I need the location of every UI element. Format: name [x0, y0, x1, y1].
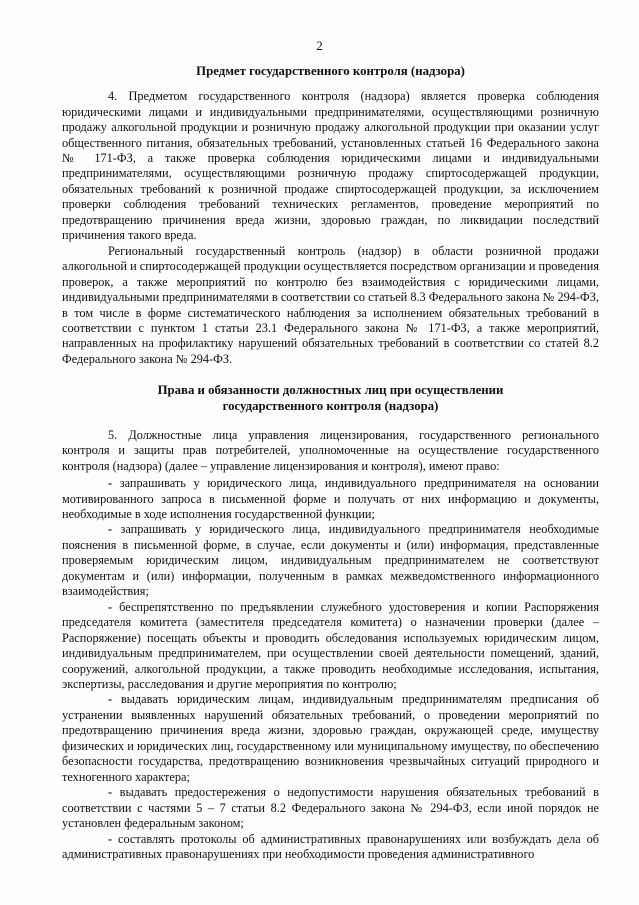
list-item-text: выдавать предостережения о недопустимости нарушения обязательных требований в соответствии с частями 5 – 7 статьи 8.2 Федерального закона № 294-ФЗ, если иной порядок не установлен федеральным законом;	[62, 785, 599, 831]
list-item-text: выдавать юридическим лицам, индивидуальным предпринимателям предписания об устранении выявленных нарушений обязательных требований, о проведении мероприятий по предотвращению причинения вреда жизни, здоровью граждан, окружающей среде, имуществу физических и юридических лиц, государственному или муниципальному имуществу, по обеспечению безопасности государства, предотвращению возникновения чрезвычайных ситуаций природного и техногенного характера;	[62, 692, 599, 784]
list-bullet: -	[108, 785, 113, 800]
list-item	[62, 476, 599, 522]
list-bullet: -	[108, 831, 113, 846]
list-item	[62, 600, 599, 693]
section-title-subject: Предмет государственного контроля (надзора)	[196, 64, 465, 78]
paragraph-4: 4. Предметом государственного контроля (надзора) является проверка соблюдения юридическими лицами и индивидуальными предпринимателями, осуществляющими розничную продажу алкогольной продукции и розничную продажу алкогольной продукции при оказании услуг общественного питания, обязательных требований, установленных статьей 16 Федерального закона № 171-ФЗ, а также проверка соблюдения юридическими лицами и индивидуальными предпринимателями, осуществляющими розничную продажу спиртосодержащей продукции, обязательных требований к розничной продаже спиртосодержащей продукции, за исключением проверки соблюдения требований технических регламентов, проведение мероприятий по предотвращению причинения вреда жизни, здоровью граждан, по ликвидации последствий причинения такого вреда.	[62, 89, 599, 243]
section-title-rights-line2: государственного контроля (надзора)	[222, 398, 439, 413]
paragraph-5: 5. Должностные лица управления лицензирования, государственного регионального контроля и защиты прав потребителей, уполномоченные на осуществление государственного контроля (надзора) (далее – управление лицензирования и контроля), имеют право:	[62, 427, 599, 473]
section-title-rights-line1: Права и обязанности должностных лиц при осуществлении	[157, 383, 504, 398]
section-title-rights	[62, 383, 599, 413]
paragraph-regional-control: Региональный государственный контроль (надзор) в области розничной продажи алкогольной и спиртосодержащей продукции осуществляется посредством организации и проведения проверок, а также мероприятий по контролю без взаимодействия с юридическими лицами, индивидуальными предпринимателями в соответствии со статьей 8.3 Федерального закона № 294-ФЗ, в том числе в форме систематического наблюдения за исполнением обязательных требований в соответствии с пунктом 1 статьи 23.1 Федерального закона № 171-ФЗ, а также мероприятий, направленных на профилактику нарушений обязательных требований в соответствии со статей 8.2 Федерального закона № 294-ФЗ.	[62, 243, 599, 366]
list-item-text: составлять протоколы об административных правонарушениях или возбуждать дела об административных правонарушениях при необходимости проведения административного	[62, 831, 599, 861]
document-body	[62, 64, 599, 862]
list-item-text: беспрепятственно по предъявлении служебного удостоверения и копии Распоряжения председателя комитета (заместителя председателя комитета) о назначении проверки (далее – Распоряжение) посещать объекты и проводить обследования используемых юридическим лицом, индивидуальным предпринимателем, при осуществлении своей деятельности помещений, зданий, сооружений, алкогольной продукции, а также проводить необходимые исследования, испытания, экспертизы, расследования и другие мероприятия по контролю;	[62, 599, 600, 692]
list-bullet: -	[108, 599, 113, 614]
list-item	[62, 785, 599, 831]
page-number: 2	[316, 38, 323, 53]
list-item-text: запрашивать у юридического лица, индивидуального предпринимателя необходимые пояснения в письменной форме, в случае, если документы и (или) информация, представленные проверяемым юридическим лицом, индивидуальным предпринимателем не соответствуют документам и (или) информации, полученным в рамках межведомственного информационного взаимодействия;	[62, 522, 600, 599]
list-bullet: -	[108, 692, 113, 707]
list-item	[62, 522, 599, 599]
list-bullet: -	[108, 476, 113, 491]
list-bullet: -	[108, 522, 113, 537]
list-item	[62, 692, 599, 785]
list-item-text: запрашивать у юридического лица, индивидуального предпринимателя на основании мотивированного запроса в письменной форме и получать от них информацию и документы, необходимые в ходе исполнения государственной функции;	[62, 476, 599, 522]
list-item	[62, 832, 599, 863]
